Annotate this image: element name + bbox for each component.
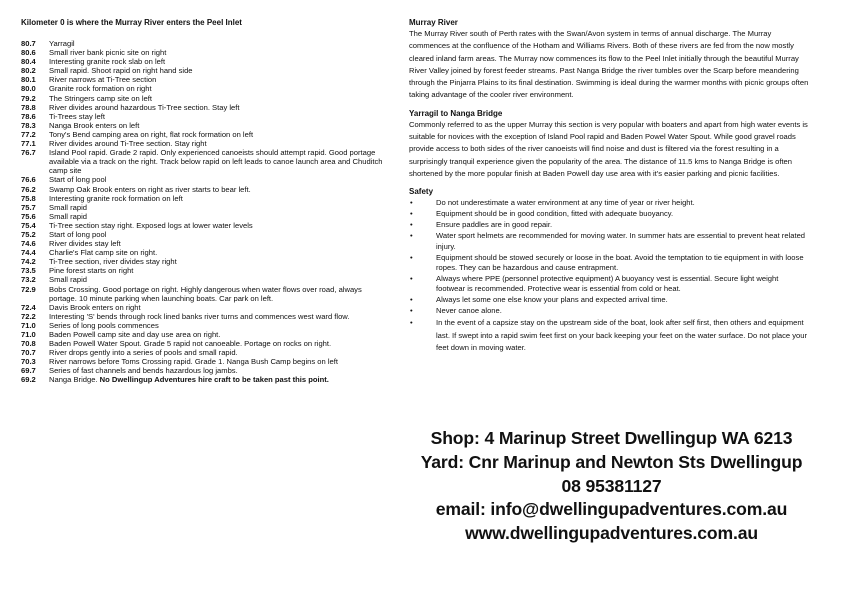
kilometer-description: [49, 285, 391, 303]
kilometer-description-text: Small rapid: [49, 211, 87, 221]
kilometer-description-text: Ti-Tree section stay right. Exposed logs at lower water levels: [49, 220, 253, 230]
safety-item-text: Equipment should be in good condition, fitted with adequate buoyancy.: [436, 209, 674, 219]
kilometer-description: [49, 221, 391, 230]
kilometer-description-text: Small rapid: [49, 202, 87, 212]
bullet-icon: •: [410, 274, 413, 284]
yarragil-text: Commonly referred to as the upper Murray this section is very popular with boaters and apart from high water events is suitable for novices with the exception of Island Pool rapid and Baden Powel Water Spout. While good gravel roads provide access to both sides of the river canoeists will find noise and dust is filtered via the forest resulting in a surprisingly tranquil experience given the popularity of the area. The distance of 11.5 kms to Nanga Bridge is often shortened by the more popular finish at Baden Powell day use area with it's easier parking and picnic facilities.: [409, 119, 808, 178]
safety-item: [409, 317, 809, 354]
kilometer-description-text: Ti-Trees stay left: [49, 111, 105, 121]
kilometer-value: 74.4: [21, 248, 36, 258]
kilometer-description: [49, 121, 391, 130]
website-link[interactable]: www.dwellingupadventures.com.au: [465, 523, 758, 544]
kilometer-entry: [21, 48, 391, 57]
kilometer-description: [49, 66, 391, 75]
kilometer-value: 78.6: [21, 111, 36, 121]
kilometer-description-text: River narrows before Toms Crossing rapid. Grade 1. Nanga Bush Camp begins on left: [49, 357, 338, 367]
kilometer-description: [49, 321, 391, 330]
kilometer-value: 76.2: [21, 184, 36, 194]
kilometer-description-text: Interesting 'S' bends through rock lined banks river turns and commences west ward flow.: [49, 311, 350, 321]
kilometer-description-text: The Stringers camp site on left: [49, 93, 152, 103]
safety-item-text: Water sport helmets are recommended for moving water. In summer hats are essential to prevent heat related injury.: [436, 231, 806, 251]
kilometer-description: [49, 212, 391, 221]
kilometer-description: [49, 48, 391, 57]
kilometer-value: 75.8: [21, 193, 36, 203]
kilometer-value: 75.7: [21, 202, 36, 212]
contact-block: [409, 427, 814, 546]
kilometer-entry: [21, 257, 391, 266]
kilometer-value: 80.6: [21, 48, 36, 58]
kilometer-description-text: Nanga Bridge.: [49, 375, 100, 385]
kilometer-entry: [21, 339, 391, 348]
kilometer-description-text: Interesting granite rock formation on left: [49, 193, 183, 203]
kilometer-entry: [21, 66, 391, 75]
kilometer-description-text: Small rapid. Shoot rapid on right hand side: [49, 66, 193, 76]
kilometer-description-text: River narrows at Ti-Tree section: [49, 75, 157, 85]
kilometer-description-text: Bobs Crossing. Good portage on right. Highly dangerous when water flows over road, always portage. 10 minute parking when launching boats. Car park on left.: [49, 284, 362, 303]
kilometer-description: [49, 248, 391, 257]
safety-item: [409, 198, 809, 208]
kilometer-entry: [21, 230, 391, 239]
safety-item-text: In the event of a capsize stay on the upstream side of the boat, look after self first, then others and equipment last. If swept into a rapid swim feet first on your back keeping your feet on the water surface. Do not place your feet down in moving water.: [436, 318, 808, 353]
kilometer-value: 70.7: [21, 348, 36, 358]
kilometer-entry: [21, 130, 391, 139]
kilometer-entry: [21, 103, 391, 112]
kilometer-entry: [21, 212, 391, 221]
kilometer-value: 77.1: [21, 139, 36, 149]
kilometer-entry: [21, 57, 391, 66]
kilometer-description-text: Swamp Oak Brook enters on right as river starts to bear left.: [49, 184, 251, 194]
kilometer-description: [49, 194, 391, 203]
safety-item: [409, 220, 809, 230]
kilometer-value: 76.7: [21, 148, 36, 158]
kilometer-description-text: River divides around hazardous Ti-Tree section. Stay left: [49, 102, 240, 112]
kilometer-description-text: Island Pool rapid. Grade 2 rapid. Only experienced canoeists should attempt rapid. Good portage available via a track on the right. Track below rapid on left leads to canoe launch area and Chuditch camp site: [49, 148, 383, 176]
kilometer-value: 74.2: [21, 257, 36, 267]
kilometer-description-text: River drops gently into a series of pools and small rapid.: [49, 348, 238, 358]
kilometer-value: 71.0: [21, 330, 36, 339]
kilometer-entry: [21, 121, 391, 130]
kilometer-entry: [21, 175, 391, 184]
kilometer-value: 80.7: [21, 39, 36, 48]
kilometer-description: [49, 312, 391, 321]
river-guide-column: [21, 17, 391, 385]
safety-item: [409, 209, 809, 219]
kilometer-entry: [21, 303, 391, 312]
info-column: [409, 17, 809, 355]
kilometer-description-text: Start of long pool: [49, 229, 107, 239]
kilometer-description: [49, 148, 391, 175]
kilometer-description-text: Yarragil: [49, 39, 75, 48]
kilometer-value: 73.2: [21, 275, 36, 285]
kilometer-value: 80.2: [21, 66, 36, 76]
kilometer-value: 80.4: [21, 57, 36, 67]
kilometer-entry: [21, 375, 391, 384]
bullet-icon: •: [410, 295, 413, 305]
shop-address: Shop: 4 Marinup Street Dwellingup WA 6213: [430, 428, 793, 448]
kilometer-entry: [21, 285, 391, 303]
kilometer-description: [49, 348, 391, 357]
kilometer-description: [49, 266, 391, 275]
kilometer-entry: [21, 194, 391, 203]
kilometer-description-text: Granite rock formation on right: [49, 84, 152, 94]
yarragil-title: Yarragil to Nanga Bridge: [409, 108, 503, 118]
kilometer-description: [49, 103, 391, 112]
kilometer-description: [49, 39, 391, 48]
kilometer-value: 72.2: [21, 311, 36, 321]
safety-title: Safety: [409, 187, 434, 197]
kilometer-description-text: Start of long pool: [49, 175, 107, 185]
kilometer-description-text: River divides stay left: [49, 239, 121, 249]
kilometer-value: 77.2: [21, 129, 36, 139]
kilometer-description: [49, 57, 391, 66]
safety-item-text: Always let some one else know your plans and expected arrival time.: [436, 295, 668, 305]
kilometer-entry: [21, 248, 391, 257]
kilometer-value: 79.2: [21, 93, 36, 103]
kilometer-value: 80.1: [21, 75, 36, 85]
kilometer-description: [49, 330, 391, 339]
kilometer-description-text: Interesting granite rock slab on left: [49, 57, 166, 67]
kilometer-entry: [21, 330, 391, 339]
bullet-icon: •: [410, 198, 413, 208]
kilometer-description: [49, 303, 391, 312]
hire-limit-notice: No Dwellingup Adventures hire craft to be taken past this point.: [99, 375, 329, 385]
kilometer-description: [49, 239, 391, 248]
kilometer-value: 76.6: [21, 175, 36, 185]
kilometer-value: 69.7: [21, 366, 36, 376]
kilometer-description: [49, 339, 391, 348]
bullet-icon: •: [410, 209, 413, 219]
kilometer-description-text: Baden Powell camp site and day use area on right.: [49, 330, 221, 339]
kilometer-description-text: Series of fast channels and bends hazardous log jambs.: [49, 366, 238, 376]
kilometer-description-text: Tony's Bend camping area on right, flat rock formation on left: [49, 129, 254, 139]
kilometer-value: 75.2: [21, 229, 36, 239]
kilometer-description-text: Nanga Brook enters on left: [49, 120, 140, 130]
kilometer-value: 70.8: [21, 339, 36, 349]
kilometer-entry: [21, 266, 391, 275]
kilometer-description-text: Davis Brook enters on right: [49, 302, 141, 312]
kilometer-entry: [21, 148, 391, 175]
kilometer-description-text: Series of long pools commences: [49, 320, 159, 330]
murray-river-text: The Murray River south of Perth rates with the Swan/Avon system in terms of annual discharge. The Murray commences at the confluence of the Hotham and Williams Rivers. Both of these rivers are fed from the now mostly cleared inland farm areas. The Murray now commences its flow to the Peel Inlet initially through the beautiful Murray River Valley joined by forest feeder streams. Past Nanga Bridge the river tumbles over the Scarp before meandering through the Pinjarra Plains to its final destination. Swimming is ideal during the warmer months with picnic groups often taking advantage of the cooler river environment.: [409, 29, 809, 100]
kilometer-description-text: Baden Powell Water Spout. Grade 5 rapid not canoeable. Portage on rocks on right.: [49, 339, 332, 349]
safety-list: [409, 198, 809, 354]
kilometer-list: [21, 39, 391, 385]
phone-number: 08 95381127: [561, 475, 662, 496]
kilometer-description: [49, 84, 391, 93]
kilometer-entry: [21, 221, 391, 230]
safety-item-text: Do not underestimate a water environment at any time of year or river height.: [436, 198, 695, 208]
kilometer-entry: [21, 239, 391, 248]
kilometer-description: [49, 75, 391, 84]
kilometer-entry: [21, 312, 391, 321]
kilometer-value: 74.6: [21, 239, 36, 249]
kilometer-description: [49, 112, 391, 121]
kilometer-value: 78.8: [21, 102, 36, 112]
kilometer-description: [49, 257, 391, 266]
email-address[interactable]: email: info@dwellingupadventures.com.au: [435, 499, 788, 520]
kilometer-entry: [21, 275, 391, 284]
kilometer-entry: [21, 75, 391, 84]
kilometer-description: [49, 275, 391, 284]
kilometer-value: 80.0: [21, 84, 36, 94]
kilometer-entry: [21, 84, 391, 93]
kilometer-entry: [21, 94, 391, 103]
kilometer-entry: [21, 139, 391, 148]
kilometer-value: 72.9: [21, 284, 36, 294]
kilometer-value: 78.3: [21, 120, 36, 130]
kilometer-description: [49, 203, 391, 212]
safety-item-text: Never canoe alone.: [436, 306, 502, 316]
bullet-icon: •: [410, 231, 413, 241]
kilometer-entry: [21, 112, 391, 121]
kilometer-value: 69.2: [21, 375, 36, 385]
kilometer-value: 71.0: [21, 320, 36, 330]
kilometer-value: 72.4: [21, 302, 36, 312]
safety-item: [409, 274, 809, 295]
bullet-icon: •: [410, 252, 413, 262]
kilometer-description-text: Pine forest starts on right: [49, 266, 134, 276]
kilometer-description: [49, 139, 391, 148]
safety-item: [409, 231, 809, 252]
kilometer-description-text: Small rapid: [49, 275, 87, 285]
safety-item: [409, 306, 809, 316]
kilometer-entry: [21, 39, 391, 48]
kilometer-value: 75.4: [21, 220, 36, 230]
kilometer-description-text: Charlie's Flat camp site on right.: [49, 248, 158, 258]
kilometer-description: [49, 185, 391, 194]
kilometer-description: [49, 366, 391, 375]
kilometer-entry: [21, 321, 391, 330]
safety-item-text: Ensure paddles are in good repair.: [436, 220, 553, 230]
murray-river-title: Murray River: [409, 18, 458, 27]
kilometer-description-text: River divides around Ti-Tree section. Stay right: [49, 139, 207, 149]
bullet-icon: •: [410, 306, 413, 316]
safety-item-text: Always where PPE (personnel protective equipment) A buoyancy vest is essential. Secure light weight footwear is recommended. Protective wear is essential from cold or heat.: [436, 274, 779, 294]
kilometer-description-text: Ti-Tree section, river divides stay right: [49, 257, 177, 267]
safety-item: [409, 295, 809, 305]
kilometer-description: [49, 175, 391, 184]
kilometer-description: [49, 94, 391, 103]
kilometer-entry: [21, 366, 391, 375]
kilometer-description: [49, 130, 391, 139]
kilometer-description-text: Small river bank picnic site on right: [49, 48, 167, 58]
bullet-icon: •: [410, 318, 413, 328]
kilometer-description: [49, 375, 391, 384]
kilometer-entry: [21, 357, 391, 366]
safety-item-text: Equipment should be stowed securely or loose in the boat. Avoid the temptation to tie equipment in with loose ropes. They can be hazardous and cause entrapment.: [436, 252, 804, 273]
kilometer-description: [49, 230, 391, 239]
kilometer-value: 73.5: [21, 266, 36, 276]
kilometer-value: 70.3: [21, 357, 36, 367]
bullet-icon: •: [410, 220, 413, 230]
kilometer-entry: [21, 348, 391, 357]
kilometer-value: 75.6: [21, 211, 36, 221]
kilometer-heading: Kilometer 0 is where the Murray River enters the Peel Inlet: [21, 18, 242, 27]
kilometer-entry: [21, 203, 391, 212]
yard-address: Yard: Cnr Marinup and Newton Sts Dwellingup: [420, 451, 803, 472]
kilometer-entry: [21, 185, 391, 194]
kilometer-description: [49, 357, 391, 366]
safety-item: [409, 253, 809, 274]
